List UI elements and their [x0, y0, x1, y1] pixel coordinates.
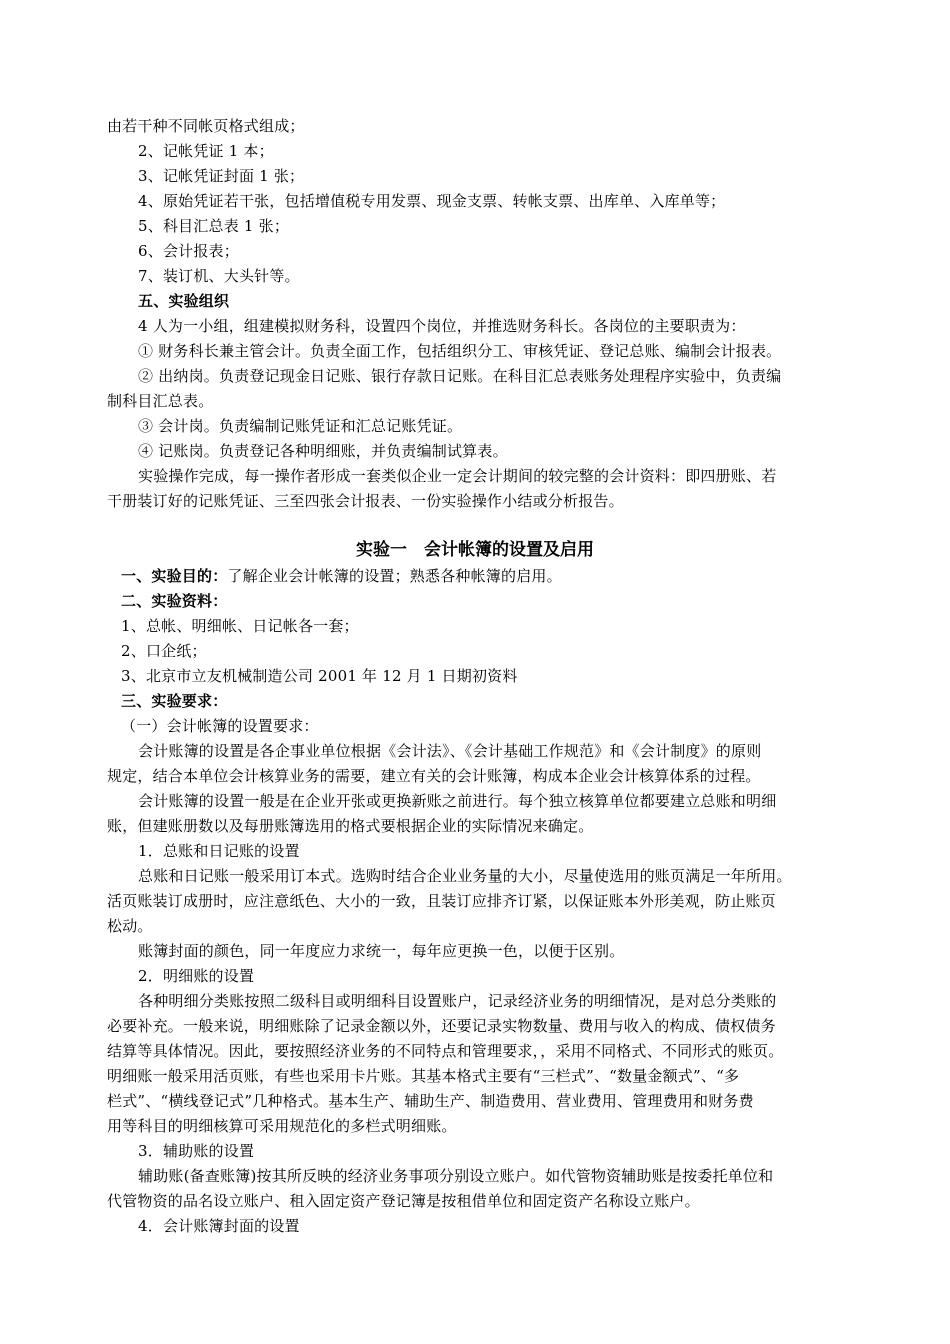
text-line: 会计账簿的设置是各企事业单位根据《会计法》、《会计基础工作规范》和《会计制度》的原则	[138, 742, 762, 760]
text-line: 账簿封面的颜色，同一年度应力求统一，每年应更换一色，以便于区别。	[138, 942, 625, 960]
text-line: 活页账装订成册时，应注意纸色、大小的一致，且装订应排齐订紧，以保证账本外形美观，防止账页	[107, 892, 776, 910]
text-line: 必要补充。一般来说，明细账除了记录金额以外，还要记录实物数量、费用与收入的构成、债权债务	[107, 1017, 776, 1035]
text-line: 会计账簿的设置一般是在企业开张或更换新账之前进行。每个独立核算单位都要建立总账和明细	[138, 792, 777, 810]
text-line: 制科目汇总表。	[107, 392, 214, 410]
text-line: 松动。	[107, 917, 153, 935]
text-line: 明细账一般采用活页账，有些也采用卡片账。其基本格式主要有“三栏式”、“数量金额式”、“多	[107, 1067, 740, 1085]
list-item: 1、总帐、明细帐、日记帐各一套；	[121, 617, 359, 635]
purpose-line	[121, 564, 857, 588]
text-line: 4 人为一小组，组建模拟财务科，设置四个岗位，并推选财务科长。各岗位的主要职责为：	[138, 317, 746, 335]
list-item: 4、原始凭证若干张，包括增值税专用发票、现金支票、转帐支票、出库单、入库单等；	[138, 192, 726, 210]
text-line: 结算等具体情况。因此，要按照经济业务的不同特点和管理要求，，采用不同格式、不同形式的账页。	[107, 1042, 784, 1060]
subsection-heading: 1．总账和日记账的设置	[138, 842, 300, 860]
section-heading: 三、实验要求：	[121, 692, 228, 710]
text-line: 辅助账(备查账簿)按其所反映的经济业务事项分别设立账户。如代管物资辅助账是按委托单位和	[138, 1167, 774, 1185]
section-heading: 二、实验资料：	[121, 592, 228, 610]
subsection-heading: 4．会计账簿封面的设置	[138, 1217, 300, 1235]
text-line: 干册装订好的记账凭证、三至四张会计报表、一份实验操作小结或分析报告。	[107, 492, 624, 510]
list-item: 3、记帐凭证封面 1 张；	[138, 167, 305, 185]
list-item: 7、装订机、大头针等。	[138, 267, 300, 285]
list-item: ③ 会计岗。负责编制记账凭证和汇总记账凭证。	[138, 417, 463, 435]
text-line: 用等科目的明细核算可采用规范化的多栏式明细账。	[107, 1117, 457, 1135]
purpose-label: 一、实验目的：	[121, 567, 228, 585]
subsection-heading: 3．辅助账的设置	[138, 1142, 255, 1160]
text-line: 总账和日记账一般采用订本式。选购时结合企业业务量的大小，尽量使选用的账页满足一年所用。	[138, 867, 792, 885]
list-item: 5、科目汇总表 1 张；	[138, 217, 290, 235]
text-line: 实验操作完成，每一操作者形成一套类似企业一定会计期间的较完整的会计资料：即四册账、若	[138, 467, 777, 485]
text-line: 规定，结合本单位会计核算业务的需要，建立有关的会计账簿，构成本企业会计核算体系的过程。	[107, 767, 761, 785]
text-line: 由若干种不同帐页格式组成；	[107, 117, 305, 135]
list-item: ④ 记账岗。负责登记各种明细账，并负责编制试算表。	[138, 442, 508, 460]
purpose-text: 了解企业会计帐簿的设置；熟悉各种帐簿的启用。	[227, 567, 562, 585]
list-item: ② 出纳岗。负责登记现金日记账、银行存款日记账。在科目汇总表账务处理程序实验中，负责编	[138, 367, 782, 385]
text-line: 各种明细分类账按照二级科目或明细科目设置账户，记录经济业务的明细情况，是对总分类账的	[138, 992, 777, 1010]
list-item: ① 财务科长兼主管会计。负责全面工作，包括组织分工、审核凭证、登记总账、编制会计报表。	[138, 342, 782, 360]
list-item: 6、会计报表；	[138, 242, 239, 260]
experiment-title: 实验一 会计帐簿的设置及启用	[356, 540, 594, 560]
text-line: 代管物资的品名设立账户、租入固定资产登记簿是按租借单位和固定资产名称设立账户。	[107, 1192, 700, 1210]
subsection-heading: （一）会计帐簿的设置要求：	[121, 717, 319, 735]
list-item: 2、口企纸；	[121, 642, 207, 660]
section-heading: 五、实验组织	[138, 292, 230, 310]
text-line: 账，但建账册数以及每册账簿选用的格式要根据企业的实际情况来确定。	[107, 817, 594, 835]
subsection-heading: 2．明细账的设置	[138, 967, 255, 985]
list-item: 2、记帐凭证 1 本；	[138, 142, 274, 160]
list-item: 3、北京市立友机械制造公司 2001 年 12 月 1 日期初资料	[121, 667, 518, 685]
text-line: 栏式”、“横线登记式”几种格式。基本生产、辅助生产、制造费用、营业费用、管理费用和财务费	[107, 1092, 754, 1110]
